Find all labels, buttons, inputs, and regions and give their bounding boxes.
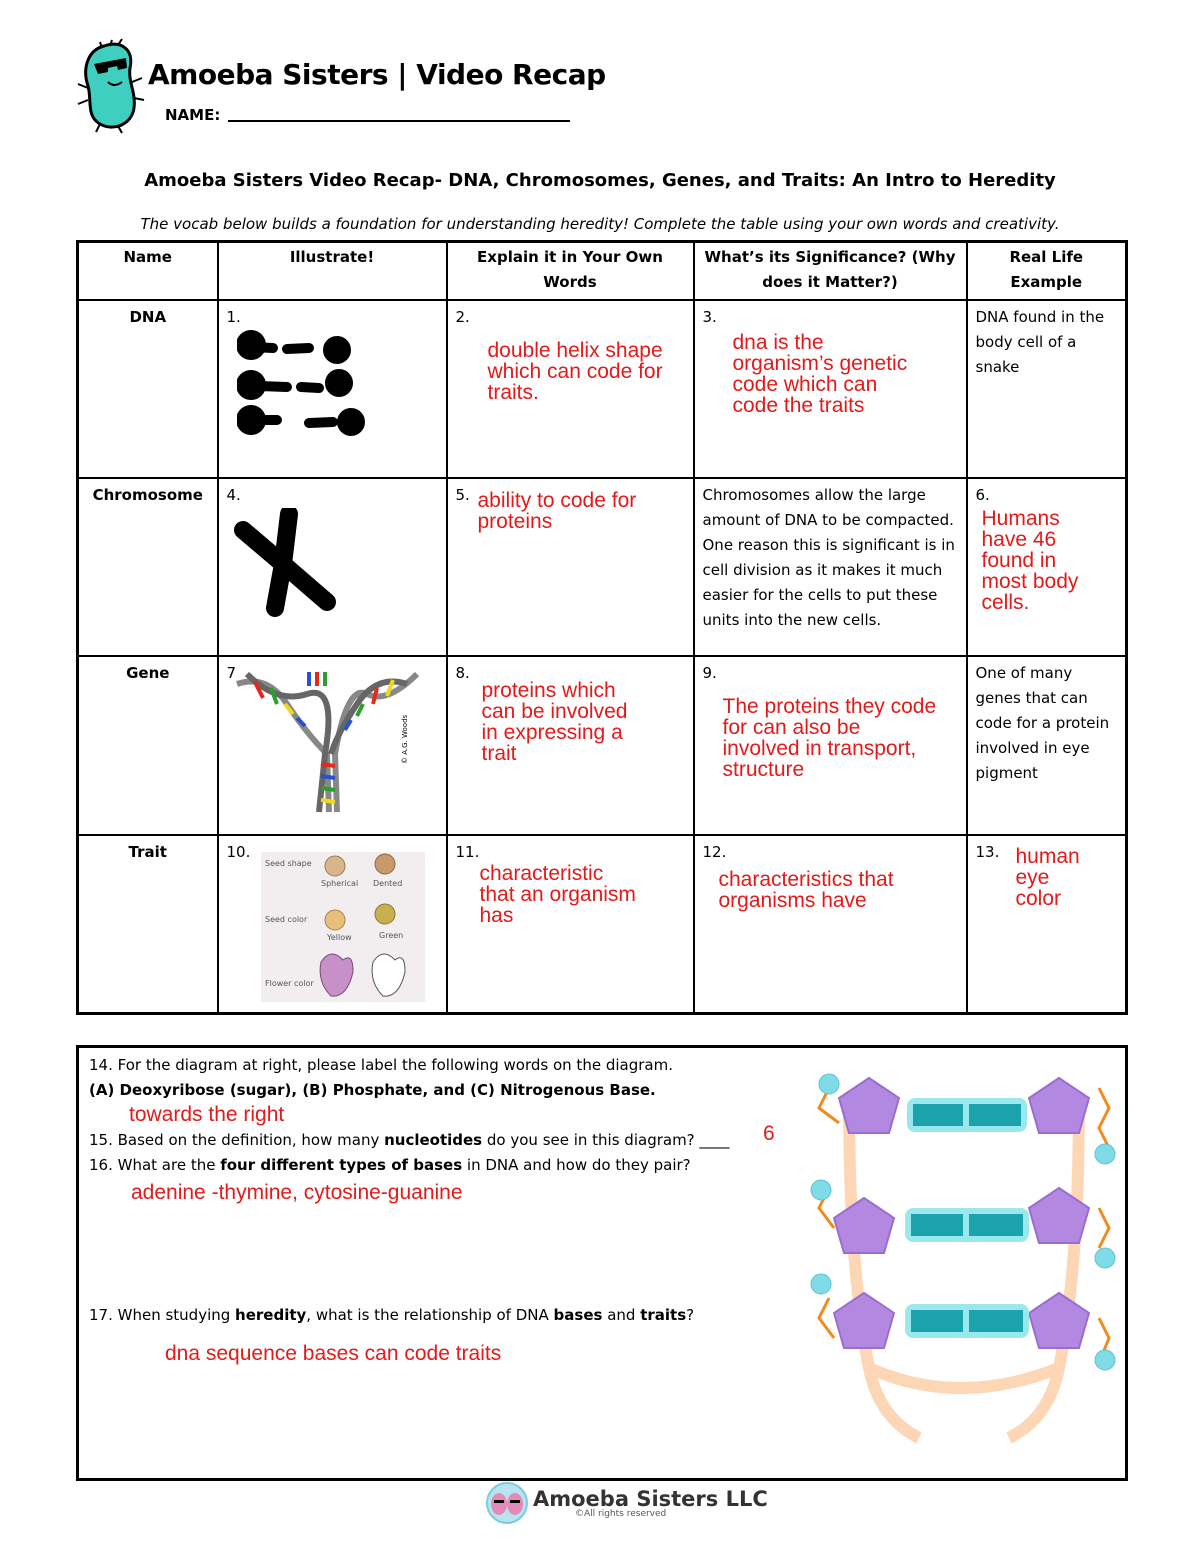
example-cell[interactable] — [967, 656, 1127, 835]
illustrate-cell[interactable] — [218, 656, 447, 835]
question-text: do you see in this diagram? ____ — [482, 1131, 730, 1149]
footer-logo-icon — [484, 1482, 530, 1524]
page-subtitle: The vocab below builds a foundation for understanding heredity! Complete the table using your own words and creativity. — [140, 215, 1060, 233]
dna-drawing-icon — [237, 330, 367, 440]
handwritten-answer: The proteins they code for can also be involved in transport, structure — [722, 695, 937, 781]
questions-box — [76, 1045, 1128, 1481]
row-name: Chromosome — [78, 478, 218, 656]
item-number: 2. — [455, 308, 470, 326]
pea-label: Dented — [372, 879, 402, 888]
significance-cell[interactable] — [694, 300, 967, 478]
item-number: 1. — [226, 308, 241, 326]
table-row — [78, 835, 1127, 1013]
pea-label: Spherical — [320, 879, 358, 888]
header-illustrate: Illustrate! — [218, 242, 447, 301]
item-number: 9. — [702, 664, 717, 682]
answer-17[interactable]: dna sequence bases can code traits — [165, 1342, 502, 1365]
table-row — [78, 656, 1127, 835]
question-text: 16. What are the — [89, 1156, 221, 1174]
handwritten-answer: proteins which can be involved in expressing a trait — [481, 679, 628, 765]
question-text: 17. When studying — [89, 1306, 236, 1324]
item-number: 13. — [975, 843, 1000, 861]
footer-company: Amoeba Sisters LLC — [533, 1487, 768, 1511]
question-bold: four different types of bases — [220, 1156, 463, 1174]
item-number: 5. — [455, 486, 470, 504]
header-explain: Explain it in Your Own Words — [447, 242, 694, 301]
footer-rights: ©All rights reserved — [575, 1509, 667, 1519]
table-row — [78, 478, 1127, 656]
pea-label: Seed color — [264, 915, 307, 924]
example-text: One of many genes that can code for a protein involved in eye pigment — [975, 664, 1110, 782]
item-number: 12. — [702, 843, 727, 861]
explain-cell[interactable] — [447, 656, 694, 835]
nucleotide-diagram — [809, 1068, 1119, 1448]
pea-traits-figure — [261, 852, 425, 1002]
example-cell[interactable] — [967, 835, 1127, 1013]
row-name: Gene — [78, 656, 218, 835]
item-number: 4. — [226, 486, 241, 504]
question-text: 15. Based on the definition, how many — [89, 1131, 385, 1149]
header-example: Real Life Example — [967, 242, 1127, 301]
handwritten-answer: Humans have 46 found in most body cells. — [981, 507, 1079, 614]
amoeba-logo-icon — [74, 38, 146, 134]
item-number: 10. — [226, 843, 251, 861]
illustrate-cell[interactable] — [218, 835, 447, 1013]
table-row — [78, 300, 1127, 478]
question-bold: bases — [553, 1306, 603, 1324]
item-number: 8. — [455, 664, 470, 682]
question-bold: nucleotides — [384, 1131, 483, 1149]
pea-label: Seed shape — [264, 859, 312, 868]
question-14: 14. For the diagram at right, please label the following words on the diagram. — [89, 1056, 673, 1074]
question-15 — [89, 1131, 729, 1149]
question-bold: heredity — [235, 1306, 307, 1324]
header-name: Name — [78, 242, 218, 301]
row-name: Trait — [78, 835, 218, 1013]
question-14-parts: (A) Deoxyribose (sugar), (B) Phosphate, and (C) Nitrogenous Base. — [89, 1081, 656, 1099]
significance-text: Chromosomes allow the large amount of DNA to be compacted. One reason this is significant is in cell division as it makes it much easier for the cells to put these units into the new cells. — [702, 486, 955, 629]
name-label: NAME: — [165, 106, 221, 124]
example-text: DNA found in the body cell of a snake — [975, 308, 1105, 376]
handwritten-answer: characteristics that organisms have — [718, 868, 894, 912]
item-number: 11. — [455, 843, 480, 861]
handwritten-answer: dna is the organism’s genetic code which can code the traits — [732, 331, 908, 417]
question-text: , what is the relationship of DNA — [306, 1306, 554, 1324]
pea-label: Yellow — [326, 933, 352, 942]
significance-cell[interactable] — [694, 835, 967, 1013]
illustrate-cell[interactable] — [218, 478, 447, 656]
question-17 — [89, 1306, 694, 1324]
handwritten-answer: ability to code for proteins — [477, 489, 637, 533]
significance-cell[interactable] — [694, 478, 967, 656]
chromosome-drawing-icon — [231, 508, 341, 618]
item-number: 7 — [226, 664, 237, 682]
pea-label: Flower color — [264, 979, 314, 988]
example-cell[interactable] — [967, 300, 1127, 478]
gene-credit: © A.G. Woods — [400, 714, 409, 764]
item-number: 3. — [702, 308, 717, 326]
handwritten-answer: human eye color — [1015, 845, 1080, 910]
question-bold: traits — [640, 1306, 687, 1324]
name-field[interactable] — [228, 120, 570, 122]
handwritten-answer: double helix shape which can code for traits. — [487, 339, 663, 404]
example-cell[interactable] — [967, 478, 1127, 656]
table-header-row — [78, 242, 1127, 301]
gene-dna-helix-icon — [227, 664, 432, 814]
brand-title: Amoeba Sisters | Video Recap — [148, 58, 606, 91]
page-title: Amoeba Sisters Video Recap- DNA, Chromosomes, Genes, and Traits: An Intro to Heredity — [144, 170, 1056, 191]
explain-cell[interactable] — [447, 300, 694, 478]
handwritten-answer: characteristic that an organism has — [479, 862, 636, 927]
pea-label: Green — [378, 931, 403, 940]
illustrate-cell[interactable] — [218, 300, 447, 478]
question-16 — [89, 1156, 691, 1174]
row-name: DNA — [78, 300, 218, 478]
answer-16[interactable]: adenine -thymine, cytosine-guanine — [131, 1181, 463, 1204]
question-text: in DNA and how do they pair? — [462, 1156, 691, 1174]
question-text: and — [602, 1306, 641, 1324]
explain-cell[interactable] — [447, 478, 694, 656]
significance-cell[interactable] — [694, 656, 967, 835]
answer-15[interactable]: 6 — [763, 1122, 775, 1145]
answer-14[interactable]: towards the right — [129, 1103, 285, 1126]
header-significance: What’s its Significance? (Why does it Matter?) — [694, 242, 967, 301]
explain-cell[interactable] — [447, 835, 694, 1013]
item-number: 6. — [975, 486, 990, 504]
question-text: ? — [686, 1306, 695, 1324]
vocab-table — [76, 240, 1128, 1015]
